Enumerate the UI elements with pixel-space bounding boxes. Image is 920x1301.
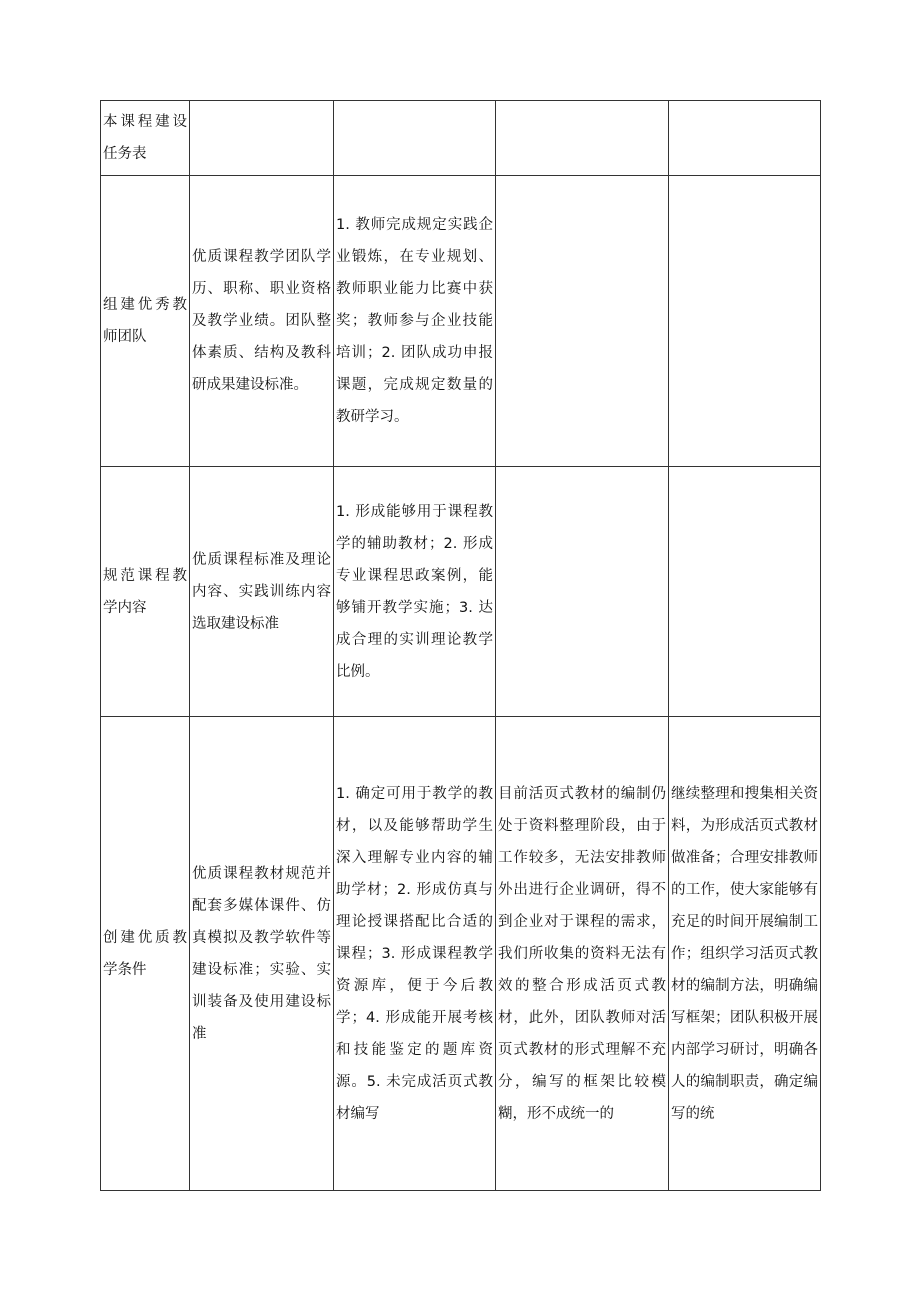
cell-measure bbox=[669, 176, 821, 467]
cell-standard: 优质课程教学团队学历、职称、职业资格及教学业绩。团队整体素质、结构及教科研成果建设标准。 bbox=[190, 176, 334, 467]
cell-measure bbox=[669, 467, 821, 717]
cell-problem: 目前活页式教材的编制仍处于资料整理阶段，由于工作较多，无法安排教师外出进行企业调研，得不到企业对于课程的需求，我们所收集的资料无法有效的整合形成活页式教材，此外，团队教师对活页式教材的形式理解不充分，编写的框架比较模糊，形不成统一的 bbox=[496, 717, 669, 1191]
cell-standard bbox=[190, 101, 334, 176]
cell-measure: 继续整理和搜集相关资料，为形成活页式教材做准备；合理安排教师的工作，使大家能够有充足的时间开展编制工作；组织学习活页式教材的编制方法，明确编写框架；团队积极开展内部学习研讨，明确各人的编制职责，确定编写的统 bbox=[669, 717, 821, 1191]
cell-item: 组建优秀教师团队 bbox=[101, 176, 190, 467]
cell-standard: 优质课程标准及理论内容、实践训练内容选取建设标准 bbox=[190, 467, 334, 717]
cell-item: 规范课程教学内容 bbox=[101, 467, 190, 717]
cell-problem bbox=[496, 467, 669, 717]
cell-goal: 1. 确定可用于教学的教材，以及能够帮助学生深入理解专业内容的辅助学材；2. 形成仿真与理论授课搭配比合适的课程；3. 形成课程教学资源库，便于今后教学；4. 形成能开展考核和技能鉴定的题库资源。5. 未完成活页式教材编写 bbox=[334, 717, 496, 1191]
table-row bbox=[101, 467, 821, 717]
cell-goal: 1. 形成能够用于课程教学的辅助教材；2. 形成专业课程思政案例，能够铺开教学实施；3. 达成合理的实训理论教学比例。 bbox=[334, 467, 496, 717]
cell-item: 创建优质教学条件 bbox=[101, 717, 190, 1191]
table-row bbox=[101, 717, 821, 1191]
cell-standard: 优质课程教材规范并配套多媒体课件、仿真模拟及教学软件等建设标准；实验、实训装备及使用建设标准 bbox=[190, 717, 334, 1191]
cell-goal bbox=[334, 101, 496, 176]
table-row bbox=[101, 176, 821, 467]
cell-problem bbox=[496, 176, 669, 467]
course-construction-task-table bbox=[100, 100, 821, 1191]
cell-measure bbox=[669, 101, 821, 176]
cell-item: 本课程建设任务表 bbox=[101, 101, 190, 176]
table-row bbox=[101, 101, 821, 176]
cell-problem bbox=[496, 101, 669, 176]
cell-goal: 1. 教师完成规定实践企业锻炼，在专业规划、教师职业能力比赛中获奖；教师参与企业技能培训；2. 团队成功申报课题，完成规定数量的教研学习。 bbox=[334, 176, 496, 467]
